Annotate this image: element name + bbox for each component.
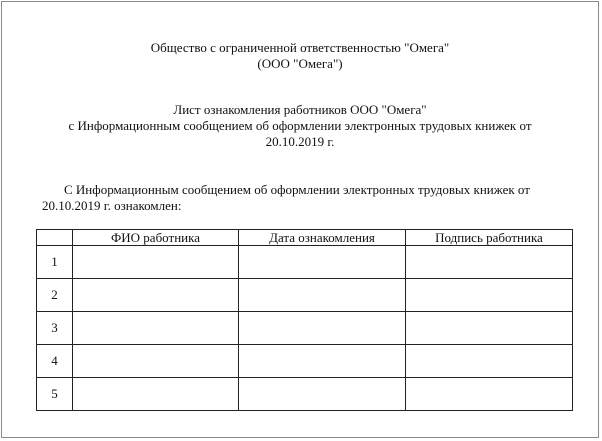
- table-row: [37, 345, 573, 378]
- acknowledgement-statement-end: 20.10.2019 г. ознакомлен:: [42, 198, 182, 213]
- table-row: [37, 246, 573, 279]
- column-header-date: Дата ознакомления: [239, 230, 406, 246]
- employee-name-cell[interactable]: [73, 345, 239, 378]
- acknowledgement-date-cell[interactable]: [239, 345, 406, 378]
- employee-signature-cell[interactable]: [406, 378, 573, 411]
- column-header-number: [37, 230, 73, 246]
- document-page: [1, 1, 599, 438]
- acknowledgement-date-cell[interactable]: [239, 378, 406, 411]
- acknowledgement-statement: С Информационным сообщением об оформлении электронных трудовых книжек от: [64, 182, 530, 197]
- table-header-row: [37, 230, 573, 246]
- document-subject: с Информационным сообщением об оформлении электронных трудовых книжек от: [68, 118, 532, 133]
- column-header-signature: Подпись работника: [406, 230, 573, 246]
- column-header-full-name: ФИО работника: [73, 230, 239, 246]
- acknowledgement-table: [36, 229, 573, 411]
- employee-signature-cell[interactable]: [406, 246, 573, 279]
- employee-name-cell[interactable]: [73, 378, 239, 411]
- row-number: 1: [37, 246, 73, 279]
- table-row: [37, 312, 573, 345]
- employee-signature-cell[interactable]: [406, 312, 573, 345]
- acknowledgement-date-cell[interactable]: [239, 246, 406, 279]
- employee-name-cell[interactable]: [73, 312, 239, 345]
- organization-full-name: Общество с ограниченной ответственностью "Омега": [150, 40, 450, 55]
- document-subject-date: 20.10.2019 г.: [265, 134, 335, 149]
- employee-name-cell[interactable]: [73, 279, 239, 312]
- employee-signature-cell[interactable]: [406, 345, 573, 378]
- row-number: 5: [37, 378, 73, 411]
- organization-short-name: (ООО "Омега"): [257, 56, 343, 71]
- employee-name-cell[interactable]: [73, 246, 239, 279]
- employee-signature-cell[interactable]: [406, 279, 573, 312]
- document-title: Лист ознакомления работников ООО "Омега": [173, 102, 427, 117]
- row-number: 4: [37, 345, 73, 378]
- row-number: 2: [37, 279, 73, 312]
- acknowledgement-date-cell[interactable]: [239, 312, 406, 345]
- acknowledgement-date-cell[interactable]: [239, 279, 406, 312]
- row-number: 3: [37, 312, 73, 345]
- table-row: [37, 279, 573, 312]
- table-row: [37, 378, 573, 411]
